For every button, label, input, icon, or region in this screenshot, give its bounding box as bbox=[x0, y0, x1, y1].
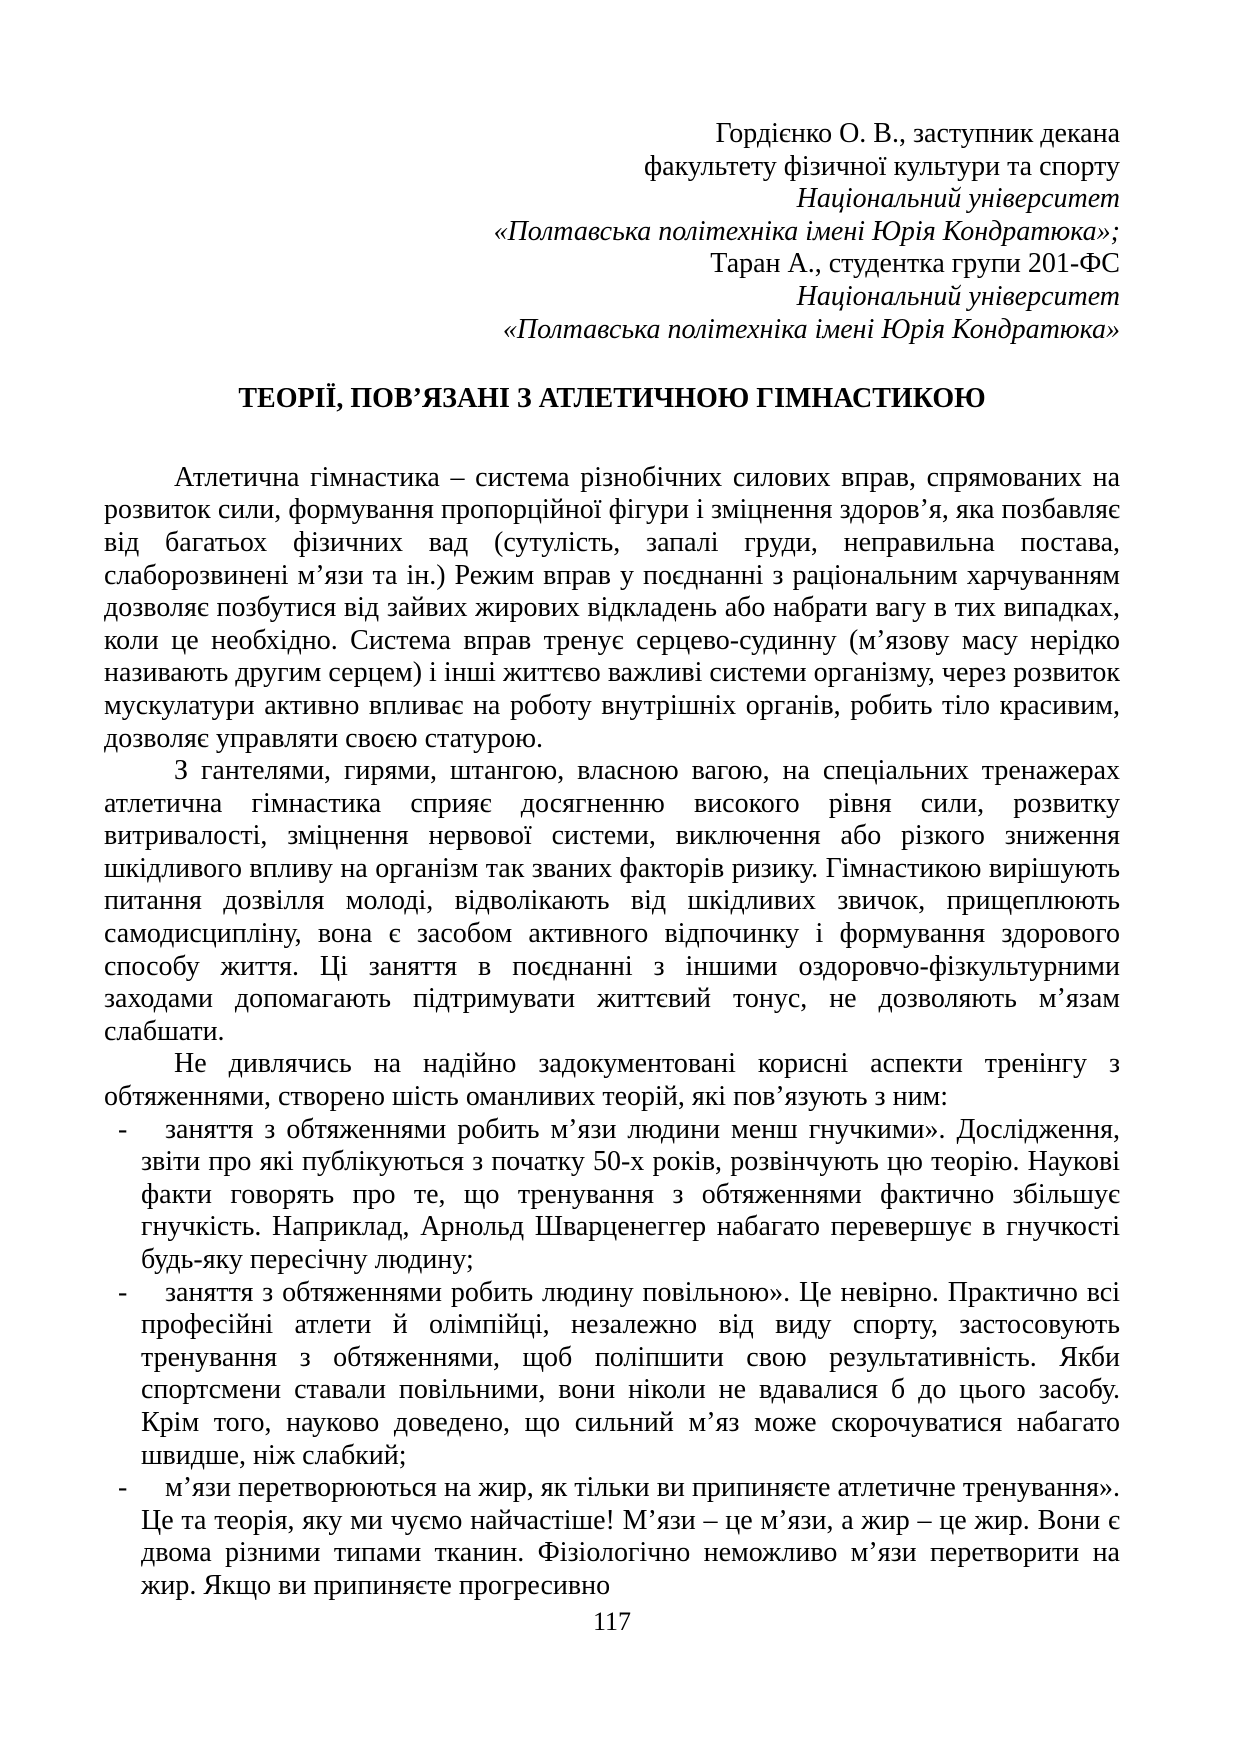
paragraph: З гантелями, гирями, штангою, власною вагою, на спеціальних тренажерах атлетична гімнастика сприяє досягненню високого рівня сили, розвитку витривалості, зміцнення нервової системи, виключення або різкого зниження шкідливого впливу на організм так званих факторів ризику. Гімнастикою вирішують питання дозвілля молоді, відволікають від шкідливих звичок, прищеплюють самодисципліну, вона є засобом активного відпочинку і формування здорового способу життя. Ці заняття в поєднанні з іншими оздоровчо-фізкультурними заходами допомагають підтримувати життєвий тонус, не дозволяють м’язам слабшати. bbox=[104, 755, 1120, 1047]
list-item bbox=[104, 1472, 1120, 1602]
body-text bbox=[104, 462, 1120, 1603]
byline-line: «Полтавська політехніка імені Юрія Кондратюка»; bbox=[493, 215, 1120, 247]
dash-marker: - bbox=[118, 1276, 128, 1308]
byline-line: факультету фізичної культури та спорту bbox=[644, 150, 1120, 182]
author-block bbox=[104, 118, 1120, 346]
paragraph: Атлетична гімнастика – система різнобічних силових вправ, спрямованих на розвиток сили, формування пропорційної фігури і зміцнення здоров’я, яка позбавляє від багатьох фізичних вад (сутулість, запалі груди, неправильна постава, слаборозвинені м’язи та ін.) Режим вправ у поєднанні з раціональним харчуванням дозволяє позбутися від зайвих жирових відкладень або набрати вагу в тих випадках, коли це необхідно. Система вправ тренує серцево-судинну (м’язову масу нерідко називають другим серцем) і інші життєво важливі системи організму, через розвиток мускулатури активно впливає на роботу внутрішніх органів, робить тіло красивим, дозволяє управляти своєю статурою. bbox=[104, 461, 1120, 754]
page-title: ТЕОРІЇ, ПОВ’ЯЗАНІ З АТЛЕТИЧНОЮ ГІМНАСТИКОЮ bbox=[238, 383, 986, 415]
byline-line: Гордієнко О. В., заступник декана bbox=[715, 118, 1120, 149]
byline-line: Таран А., студентка групи 201-ФС bbox=[710, 248, 1120, 280]
list-item-text: заняття з обтяженнями робить людину повільною». Це невірно. Практично всі професійні атлети й олімпійці, незалежно від виду спорту, застосовують тренування з обтяженнями, щоб поліпшити свою результативність. Якби спортсмени ставали повільними, вони ніколи не вдавалися б до цього засобу. Крім того, науково доведено, що сильний м’яз може скорочуватися набагато швидше, ніж слабкий; bbox=[141, 1276, 1120, 1471]
paragraph: Не дивлячись на надійно задокументовані корисні аспекти тренінгу з обтяженнями, створено шість оманливих теорій, які пов’язують з ним: bbox=[104, 1048, 1120, 1113]
list-item bbox=[104, 1277, 1120, 1473]
dash-marker: - bbox=[118, 1472, 128, 1504]
list-item bbox=[104, 1114, 1120, 1277]
byline-line: «Полтавська політехніка імені Юрія Кондратюка» bbox=[502, 313, 1120, 345]
byline-line: Національний університет bbox=[796, 183, 1120, 215]
dash-marker: - bbox=[118, 1113, 128, 1145]
page-number: 117 bbox=[592, 1606, 632, 1636]
list-item-text: м’язи перетворюються на жир, як тільки ви припиняєте атлетичне тренування». Це та теорія, яку ми чуємо найчастіше! М’язи – це м’язи, а жир – це жир. Вони є двома різними типами тканин. Фізіологічно неможливо м’язи перетворити на жир. Якщо ви припиняєте прогресивно bbox=[141, 1472, 1120, 1601]
list-item-text: заняття з обтяженнями робить м’язи людини менш гнучкими». Дослідження, звіти про які публікуються з початку 50-х років, розвінчують цю теорію. Наукові факти говорять про те, що тренування з обтяженнями фактично збільшує гнучкість. Наприклад, Арнольд Шварценеггер набагато перевершує в гнучкості будь-яку пересічну людину; bbox=[141, 1113, 1120, 1275]
byline-line: Національний університет bbox=[796, 280, 1120, 312]
